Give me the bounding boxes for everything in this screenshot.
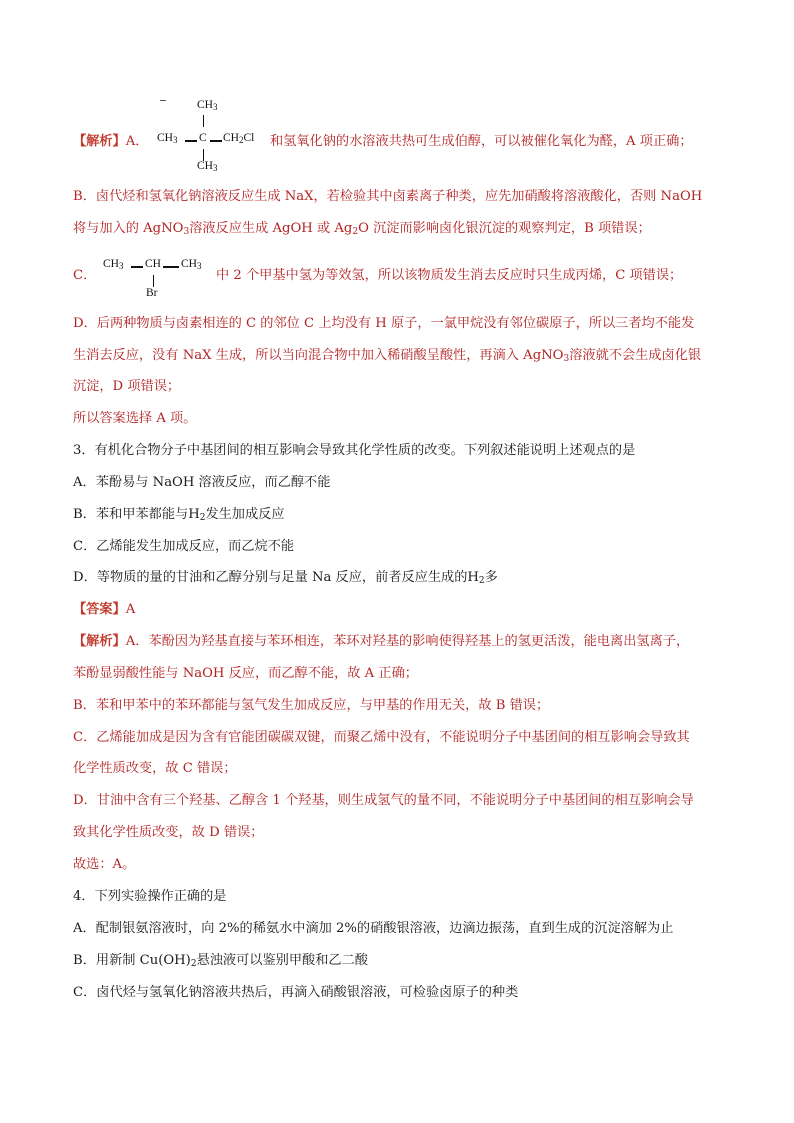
- analysis-tag: 【解析】: [73, 634, 126, 649]
- bond-top: [203, 115, 204, 127]
- analysis-tag: 【解析】: [73, 134, 126, 149]
- methyl-top: $CH_3$: [197, 99, 218, 112]
- analysis-b-line2: 将与加入的 AgNO$_3$溶液反应生成 AgOH 或 $Ag_2O$ 沉淀而影响卤化银沉淀的观察判定，B 项错误；: [73, 221, 651, 237]
- bromopropane-structure: [103, 256, 213, 302]
- q3-option-d: D．等物质的量的甘油和乙醇分别与足量 Na 反应，前者反应生成的$H_2$多: [73, 570, 498, 586]
- q3-stem: 3．有机化合物分子中基团间的相互影响会导致其化学性质的改变。下列叙述能说明上述观点的是: [73, 443, 636, 458]
- analysis-b-line1: B．卤代烃和氢氧化钠溶液反应生成 NaX，若检验其中卤素离子种类，应先加硝酸将溶液酸化，否则 NaOH: [73, 189, 703, 204]
- q3-option-b: B．苯和甲苯都能与$H_2$发生加成反应: [73, 507, 285, 523]
- q4-option-a: A．配制银氨溶液时，向 2%的稀氨水中滴加 2%的硝酸银溶液，边滴边振荡，直到生成的沉淀溶解为止: [73, 921, 674, 936]
- q4-stem: 4．下列实验操作正确的是: [73, 889, 227, 904]
- q3-answer: [73, 601, 733, 619]
- bromine: Br: [146, 287, 158, 299]
- analysis-conclusion: 所以答案选择 A 项。: [73, 411, 197, 426]
- q3-option-c: C．乙烯能发生加成反应，而乙烷不能: [73, 539, 295, 554]
- methyl-right: $CH_3$: [181, 258, 202, 271]
- chloromethyl: $CH_2Cl$: [223, 132, 255, 145]
- bond-bottom: [153, 275, 154, 287]
- analysis-d-line3: 沉淀，D 项错误；: [73, 379, 181, 394]
- analysis-c-text: 中 2 个甲基中氢为等效氢，所以该物质发生消去反应时只生成丙烯，C 项错误；: [216, 268, 683, 283]
- analysis-d-line2: 生消去反应，没有 NaX 生成，所以当向混合物中加入稀硝酸呈酸性，再滴入 AgNO$_3$溶液就不会生成卤化银: [73, 348, 702, 364]
- neopentyl-chloride-structure: [155, 97, 275, 177]
- q4-option-b: B．用新制 $Cu(OH)_2$悬浊液可以鉴别甲酸和乙二酸: [73, 953, 368, 969]
- option-prefix: A．: [125, 134, 149, 149]
- bond-left: [131, 266, 143, 268]
- analysis-c-prefix: C．: [73, 268, 97, 283]
- q3-analysis-d1: D．甘油中含有三个羟基、乙醇含 1 个羟基，则生成氢气的量不同，不能说明分子中基团间的相互影响会导: [73, 793, 694, 808]
- methyl-bottom: $CH_3$: [197, 160, 218, 173]
- q3-analysis-c1: C．乙烯能加成是因为含有官能团碳碳双键，而聚乙烯中没有，不能说明分子中基团间的相互影响会导致其: [73, 730, 690, 745]
- q3-analysis-d2: 致其化学性质改变，故 D 错误；: [73, 825, 264, 840]
- q3-final: 故选：A。: [73, 857, 136, 872]
- bond-right: [163, 266, 179, 268]
- quaternary-carbon: C: [199, 132, 207, 144]
- answer-value: A: [125, 602, 136, 617]
- q3-option-a: A．苯酚易与 NaOH 溶液反应，而乙醇不能: [73, 475, 331, 490]
- methyl-left: $CH_3$: [157, 132, 178, 145]
- q3-analysis-b: B．苯和甲苯中的苯环都能与氢气发生加成反应，与甲基的作用无关，故 B 错误；: [73, 698, 550, 713]
- q3-analysis-c2: 化学性质改变，故 C 错误；: [73, 761, 237, 776]
- q3-analysis-a2: 苯酚显弱酸性能与 NaOH 反应，而乙醇不能，故 A 正确；: [73, 666, 418, 681]
- methyl-left: $CH_3$: [103, 258, 124, 271]
- bond-left: [185, 140, 197, 142]
- analysis-a-text: 和氢氧化钠的水溶液共热可生成伯醇，可以被催化氧化为醛，A 项正确；: [270, 134, 693, 149]
- methine-carbon: CH: [145, 258, 161, 270]
- analysis-d-line1: D．后两种物质与卤素相连的 C 的邻位 C 上均没有 H 原子，一氯甲烷没有邻位碳原子，所以三者均不能发: [73, 316, 695, 331]
- bond-right: [210, 140, 222, 142]
- answer-tag: 【答案】: [73, 602, 126, 617]
- q3-analysis-a1: 【解析】A．苯酚因为羟基直接与苯环相连，苯环对羟基的影响使得羟基上的氢更活泼，能电离出氢离子，: [73, 634, 690, 649]
- q4-option-c: C．卤代烃与氢氧化钠溶液共热后，再滴入硝酸银溶液，可检验卤原子的种类: [73, 985, 519, 1000]
